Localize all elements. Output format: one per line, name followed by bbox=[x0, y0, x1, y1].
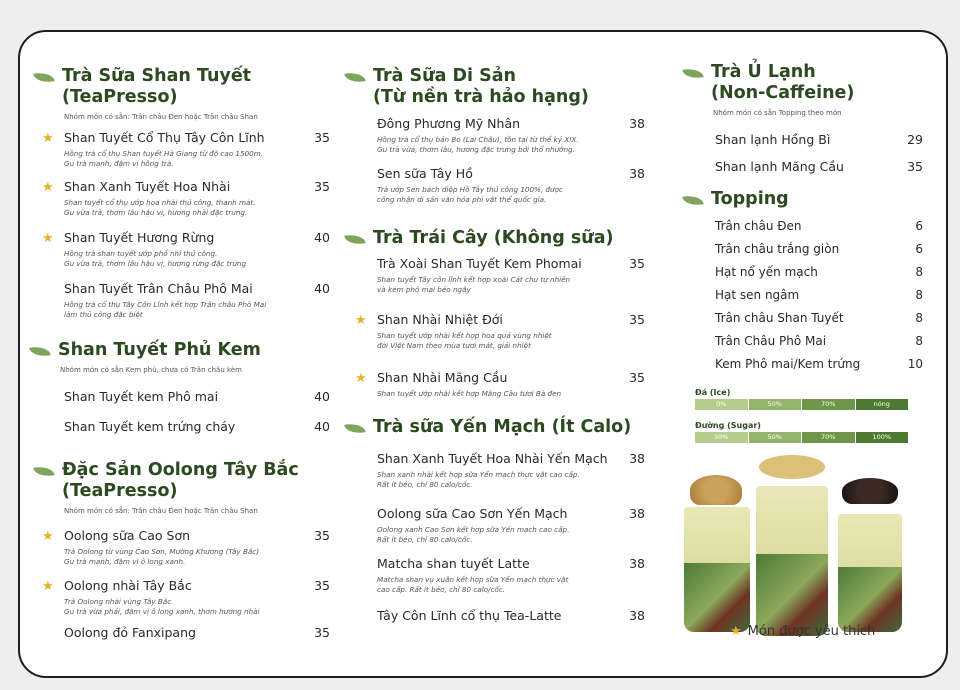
section-note: Nhóm món có sẵn: Trân châu Đen hoặc Trân châu Shan bbox=[64, 507, 258, 515]
star-icon: ★ bbox=[42, 529, 54, 544]
item-price: 38 bbox=[629, 506, 645, 521]
item-name: Tây Côn Lĩnh cổ thụ Tea-Latte bbox=[377, 608, 562, 623]
item-desc: Shan tuyết Tây côn lĩnh kết hợp xoài Cát chu tự nhiên và kem phô mai béo ngậy bbox=[377, 275, 571, 294]
item-price: 40 bbox=[314, 230, 330, 245]
topping-price: 6 bbox=[915, 219, 923, 233]
item-name: Shan lạnh Hồng Bì bbox=[715, 132, 831, 147]
sugar-level: 70% bbox=[802, 432, 855, 443]
section-di-san bbox=[345, 66, 645, 108]
menu-item bbox=[64, 625, 330, 640]
leaf-icon bbox=[344, 232, 366, 246]
ice-level: 0% bbox=[695, 399, 748, 410]
item-desc: Shan tuyết cổ thụ ướp hoa nhài thủ công, thanh mát. Gu vừa trà, thơm lâu hậu vị, hương nhài đặc trưng. bbox=[64, 198, 256, 217]
topping-name: Hạt sen ngâm bbox=[715, 288, 800, 302]
topping-price: 8 bbox=[915, 311, 923, 325]
section-title: Trà Ủ Lạnh (Non-Caffeine) bbox=[711, 62, 855, 103]
section-shan-tuyet bbox=[34, 66, 330, 121]
menu-item bbox=[64, 389, 330, 404]
section-phu-kem bbox=[30, 340, 330, 374]
item-name: Shan Tuyết kem Phô mai bbox=[64, 389, 219, 404]
section-trai-cay bbox=[345, 228, 645, 249]
leaf-icon bbox=[682, 66, 704, 80]
topping-row bbox=[715, 219, 923, 242]
item-name: Oolong sữa Cao Sơn Yến Mạch bbox=[377, 506, 568, 521]
section-note: Nhóm món có sẵn Kem phủ, chưa có Trân châu kèm bbox=[60, 366, 242, 374]
section-title: Shan Tuyết Phủ Kem bbox=[58, 340, 261, 360]
item-name: Shan Tuyết Trân Châu Phô Mai bbox=[64, 281, 253, 296]
section-oolong bbox=[34, 460, 330, 515]
section-title: Trà Sữa Di Sản (Từ nền trà hảo hạng) bbox=[373, 66, 589, 107]
menu-item bbox=[42, 528, 330, 567]
leaf-icon bbox=[344, 421, 366, 435]
item-price: 35 bbox=[629, 312, 645, 327]
cup-middle bbox=[756, 486, 828, 636]
item-name: Trà Xoài Shan Tuyết Kem Phomai bbox=[377, 256, 582, 271]
topping-price: 8 bbox=[915, 265, 923, 279]
item-name: Sen sữa Tây Hồ bbox=[377, 166, 473, 181]
item-name: Shan Tuyết Cổ Thụ Tây Côn Lĩnh bbox=[64, 130, 265, 145]
ice-scale bbox=[695, 388, 909, 410]
item-price: 40 bbox=[314, 419, 330, 434]
menu-item bbox=[64, 419, 330, 434]
cup-right-pearls bbox=[842, 478, 898, 504]
topping-price: 6 bbox=[915, 242, 923, 256]
section-yen-mach bbox=[345, 417, 645, 438]
topping-price: 10 bbox=[907, 357, 923, 371]
menu-item bbox=[377, 451, 645, 490]
section-title: Trà sữa Yến Mạch (Ít Calo) bbox=[373, 417, 632, 437]
ice-level: 70% bbox=[802, 399, 855, 410]
item-name: Oolong đỏ Fanxipang bbox=[64, 625, 196, 640]
item-price: 29 bbox=[907, 132, 923, 147]
topping-price: 8 bbox=[915, 334, 923, 348]
ice-level: 50% bbox=[749, 399, 802, 410]
menu-item bbox=[42, 130, 330, 169]
topping-name: Trân Châu Phô Mai bbox=[715, 334, 827, 348]
star-icon: ★ bbox=[42, 579, 54, 594]
ice-level: nóng bbox=[856, 399, 909, 410]
item-price: 38 bbox=[629, 608, 645, 623]
favorite-legend bbox=[730, 624, 875, 639]
item-price: 35 bbox=[314, 578, 330, 593]
item-price: 35 bbox=[314, 179, 330, 194]
star-icon: ★ bbox=[355, 313, 367, 328]
item-price: 35 bbox=[907, 159, 923, 174]
menu-item bbox=[377, 166, 645, 205]
topping-name: Trân châu Đen bbox=[715, 219, 802, 233]
star-icon: ★ bbox=[42, 180, 54, 195]
section-title: Topping bbox=[711, 189, 789, 209]
item-price: 40 bbox=[314, 281, 330, 296]
item-name: Đông Phương Mỹ Nhân bbox=[377, 116, 521, 131]
section-note: Nhóm món có sẵn: Trân châu Đen hoặc Trân châu Shan bbox=[64, 113, 258, 121]
section-topping bbox=[683, 189, 923, 210]
menu-item bbox=[715, 159, 923, 174]
item-desc: Oolong xanh Cao Sơn kết hợp sữa Yến mạch cao cấp. Rất ít béo, chỉ 80 calo/cốc. bbox=[377, 525, 570, 544]
star-icon: ★ bbox=[730, 624, 742, 639]
star-icon: ★ bbox=[355, 371, 367, 386]
star-icon: ★ bbox=[42, 131, 54, 146]
topping-row bbox=[715, 311, 923, 334]
sugar-level: 30% bbox=[695, 432, 748, 443]
item-price: 38 bbox=[629, 116, 645, 131]
topping-name: Trân châu trắng giòn bbox=[715, 242, 840, 256]
menu-item bbox=[377, 116, 645, 155]
item-price: 35 bbox=[629, 370, 645, 385]
menu-item bbox=[42, 578, 330, 617]
menu-item bbox=[377, 506, 645, 545]
topping-row bbox=[715, 288, 923, 311]
topping-row bbox=[715, 242, 923, 265]
ice-title: Đá (Ice) bbox=[695, 388, 731, 397]
cup-left bbox=[684, 507, 750, 632]
topping-name: Hạt nổ yến mạch bbox=[715, 265, 818, 279]
menu-item bbox=[355, 312, 645, 351]
item-name: Shan Nhài Nhiệt Đới bbox=[377, 312, 503, 327]
leaf-icon bbox=[33, 464, 55, 478]
leaf-icon bbox=[682, 193, 704, 207]
item-price: 35 bbox=[314, 130, 330, 145]
star-icon: ★ bbox=[42, 231, 54, 246]
sugar-level: 100% bbox=[856, 432, 909, 443]
section-title: Trà Trái Cây (Không sữa) bbox=[373, 228, 614, 248]
item-name: Matcha shan tuyết Latte bbox=[377, 556, 530, 571]
section-u-lanh bbox=[683, 62, 923, 117]
item-name: Shan Tuyết Hương Rừng bbox=[64, 230, 215, 245]
item-name: Oolong nhài Tây Bắc bbox=[64, 578, 192, 593]
item-price: 38 bbox=[629, 166, 645, 181]
item-desc: Hồng trà cổ thụ Tây Côn Lĩnh kết hợp Trân châu Phô Mai làm thủ công đặc biệt bbox=[64, 300, 267, 319]
section-title: Đặc Sản Oolong Tây Bắc (TeaPresso) bbox=[62, 460, 299, 501]
item-price: 40 bbox=[314, 389, 330, 404]
item-name: Oolong sữa Cao Sơn bbox=[64, 528, 191, 543]
item-price: 38 bbox=[629, 556, 645, 571]
sugar-title: Đường (Sugar) bbox=[695, 421, 761, 430]
section-note: Nhóm món có sẵn Topping theo món bbox=[713, 109, 842, 117]
item-desc: Trà ướp Sen bách diệp Hồ Tây thủ công 100%, được công nhận di sản văn hóa phi vật thể quốc gia. bbox=[377, 185, 563, 204]
topping-name: Trân châu Shan Tuyết bbox=[715, 311, 844, 325]
item-desc: Hồng trà cổ thụ Shan tuyết Hà Giang từ độ cao 1500m. Gu trà mạnh, đậm vị hồng trà. bbox=[64, 149, 264, 168]
topping-price: 8 bbox=[915, 288, 923, 302]
item-desc: Shan tuyết ướp nhài kết hợp hoa quả vùng nhiệt đới Việt Nam theo mùa tươi mát, giải nhiệt bbox=[377, 331, 552, 350]
menu-item bbox=[42, 230, 330, 269]
item-name: Shan lạnh Mãng Cầu bbox=[715, 159, 844, 174]
menu-item bbox=[715, 132, 923, 147]
menu-item bbox=[64, 281, 330, 320]
cup-left-topping bbox=[690, 475, 742, 505]
item-desc: Shan tuyết ướp nhài kết hợp Mãng Cầu tươi Bà đen bbox=[377, 389, 562, 398]
item-name: Shan Xanh Tuyết Hoa Nhài bbox=[64, 179, 231, 194]
item-desc: Hồng trà cổ thụ bản Bo (Lai Châu), tồn tại từ thế kỷ XIX. Gu trà vừa, thơm lâu, hương đặc trưng bởi thổ nhưỡng. bbox=[377, 135, 579, 154]
leaf-icon bbox=[344, 70, 366, 84]
menu-item bbox=[355, 370, 645, 399]
favorite-label: Món được yêu thích bbox=[747, 624, 876, 639]
item-name: Shan Nhài Mãng Cầu bbox=[377, 370, 508, 385]
item-desc: Hồng trà shan tuyết ướp phổ nhĩ thủ công. Gu vừa trà, thơm lâu hậu vị, hương rừng đặc trưng bbox=[64, 249, 247, 268]
topping-list bbox=[715, 219, 923, 380]
cup-right bbox=[838, 514, 902, 632]
item-desc: Trà Oolong nhài vùng Tây Bắc Gu trà vừa phải, đậm vị ô long xanh, thơm hương nhài bbox=[64, 597, 260, 616]
topping-name: Kem Phô mai/Kem trứng bbox=[715, 357, 861, 371]
leaf-icon bbox=[29, 344, 51, 358]
item-name: Shan Tuyết kem trứng cháy bbox=[64, 419, 236, 434]
item-price: 35 bbox=[314, 528, 330, 543]
menu-item bbox=[377, 608, 645, 623]
item-desc: Trà Oolong từ vùng Cao Sơn, Mường Khương (Tây Bắc) Gu trà mạnh, đậm vị ô long xanh. bbox=[64, 547, 260, 566]
topping-row bbox=[715, 357, 923, 380]
menu-item bbox=[377, 256, 645, 295]
topping-row bbox=[715, 334, 923, 357]
item-name: Shan Xanh Tuyết Hoa Nhài Yến Mạch bbox=[377, 451, 608, 466]
sugar-level: 50% bbox=[749, 432, 802, 443]
item-price: 35 bbox=[629, 256, 645, 271]
topping-row bbox=[715, 265, 923, 288]
item-desc: Matcha shan vụ xuân kết hợp sữa Yến mạch thực vật cao cấp. Rất ít béo, chỉ 80 calo/cốc. bbox=[377, 575, 569, 594]
menu-item bbox=[377, 556, 645, 595]
product-photo bbox=[666, 420, 916, 640]
leaf-icon bbox=[33, 70, 55, 84]
item-price: 35 bbox=[314, 625, 330, 640]
menu-item bbox=[42, 179, 330, 218]
item-price: 38 bbox=[629, 451, 645, 466]
item-desc: Shan xanh nhài kết hợp sữa Yến mạch thực vật cao cấp. Rất ít béo, chỉ 80 calo/cốc. bbox=[377, 470, 580, 489]
section-title: Trà Sữa Shan Tuyết (TeaPresso) bbox=[62, 66, 252, 107]
cup-middle-cream bbox=[759, 455, 825, 479]
